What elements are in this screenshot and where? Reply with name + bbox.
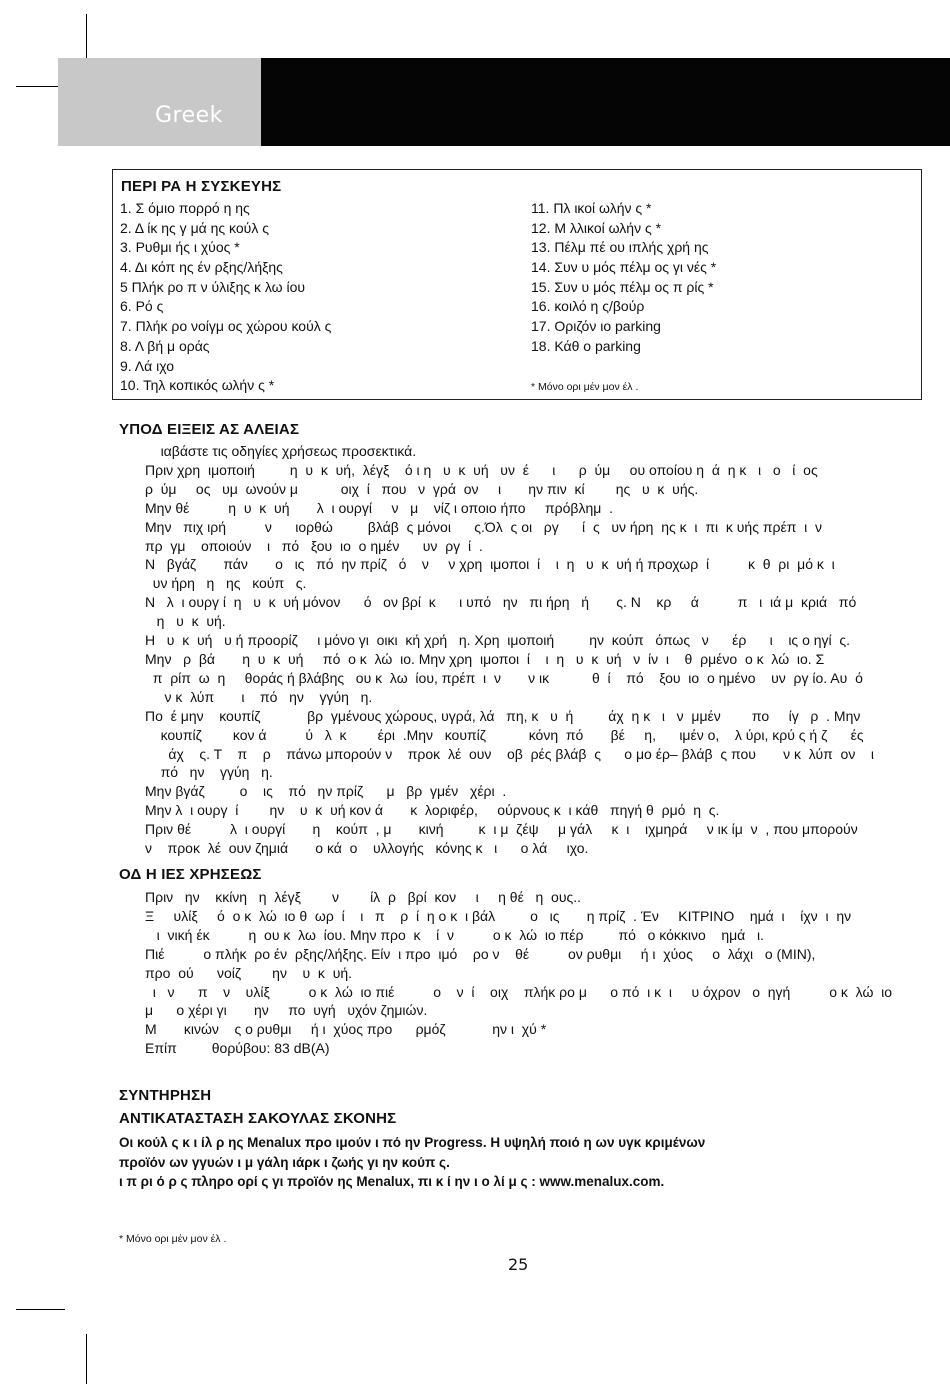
part-item: 7. Πλήκ ρο νοίγμ ος χώρου κούλ ς [120,318,332,335]
part-item: 5 Πλήκ ρο π ν ύλιξης κ λω ίου [120,278,306,295]
part-item: 6. Ρό ς [120,298,164,315]
usage-instructions [145,888,915,1058]
crop-mark-bottom-horizontal [16,1309,65,1310]
safety-line: ν προκ λέ ουν ζημιά ο κά ο υλλογής κόνης κ ι ο λά ιχο. [145,840,589,857]
usage-line: προ ού νοίζ ην υ κ υή. [145,964,353,981]
part-item: 15. Συν υ μός πέλμ ος π ρίς * [531,278,714,295]
crop-mark-top-horizontal [16,86,59,87]
part-item: 18. Κάθ ο parking [531,337,641,354]
parts-list-right [531,199,716,357]
safety-line: π ρίπ ω η θοράς ή βλάβης ου κ λω ίου, πρέπ ι ν ν ικ θ ί πό ξου ιο ο ημένο υν ργ ίο. Αυ ό [145,669,863,686]
part-item: 17. Οριζόν ιο parking [531,318,661,335]
maintenance-text [119,1133,929,1192]
usage-line: Πριν ην κκίνη η λέγξ ν ίλ ρ βρί κον ι η θέ η ους.. [145,889,582,905]
parts-list-left [120,199,331,396]
safety-line: Πο έ μην κουπίζ βρ γμένους χώρους, υγρά, λά πη, κ υ ή άχ η κ ι ν μμέν πο ίγ ρ . Μην [145,707,861,724]
header-language-tab [58,58,261,146]
crop-mark-bottom-vertical [86,1334,87,1384]
safety-line: πρ γμ οποιούν ι πό ξου ιο ο ημέν υν ργ ί . [145,537,483,554]
part-item: 11. Πλ ικοί ωλήν ς * [531,200,652,216]
usage-line: ι νική έκ η ου κ λω ίου. Μην προ κ ί ν ο κ λώ ιο πέρ πό ο κόκκινο ημά ι. [145,926,764,943]
safety-line: Μην θέ η υ κ υή λ ι ουργί ν μ νίζ ι οποιο ήπο πρόβλημ . [145,499,614,516]
usage-line: Επίπ θορύβου: 83 dB(A) [145,1040,330,1057]
part-item: 9. Λά ιχο [120,357,174,374]
usage-line: Πιέ ο πλήκ ρο έν ρξης/λήξης. Είν ι προ ιμό ρο ν θέ ον ρυθμι ή ι χύος ο λάχι ο (MIN), [145,945,816,962]
header-black-band [261,58,950,146]
dust-bag-heading: ΑΝΤΙΚΑΤΑΣΤΑΣΗ ΣΑΚΟΥΛΑΣ ΣΚΟΝΗΣ [119,1110,397,1127]
safety-line: η υ κ υή. [145,613,226,630]
language-label: Greek [155,103,223,128]
safety-line: Μην βγάζ ο ις πό ην πρίζ μ βρ γμέν χέρι . [145,783,507,800]
part-item: 16. κοιλό η ς/βούρ [531,298,645,315]
page-footnote: * Μόνο ορι μέν μον έλ . [119,1233,227,1245]
safety-line: άχ ς. Τ π ρ πάνω μπορούν ν προκ λέ ουν οβ ρές βλάβ ς ο μο έρ– βλάβ ς που ν κ λύπ ον ι [145,745,874,762]
part-item: 10. Τηλ κοπικός ωλήν ς * [120,377,275,394]
safety-line: ιαβάστε τις οδηγίες χρήσεως προσεκτικά. [145,443,417,459]
part-item: 3. Ρυθμι ής ι χύος * [120,239,240,256]
safety-line: Πριν χρη ιμοποιή η υ κ υή, λέγξ ό ι η υ κ υή υν έ ι ρ ύμ ου οποίου η ά η κ ι ο ί ος [145,461,818,478]
part-item: 13. Πέλμ πέ ου ιπλής χρή ης [531,239,709,256]
maintenance-heading: ΣΥΝΤΗΡΗΣΗ [119,1087,212,1104]
usage-line: Ξ υλίξ ό ο κ λώ ιο θ ωρ ί ι π ρ ί η ο κ ι βάλ ο ις η πρίζ . Έν ΚΙΤΡΙΝΟ ημά ι ίχν ι ην [145,907,852,924]
safety-line: Ν λ ι ουργ ί η υ κ υή μόνον ό ον βρί κ ι υπό ην πι ήρη ή ς. Ν κρ ά π ι ιά μ κριά πό [145,594,857,611]
safety-line: Πριν θέ λ ι ουργί η κούπ , μ κινή κ ι μ ζέψ μ γάλ κ ι ιχμηρά ν ικ ίμ ν , που μπορούν [145,821,858,838]
page-number: 25 [508,1255,529,1274]
usage-heading: ΟΔ Η ΙΕΣ ΧΡΗΣΕΩΣ [119,866,262,883]
part-item: 4. Δι κόπ ης έν ρξης/λήξης [120,259,283,276]
part-item: 8. Λ βή μ οράς [120,337,210,354]
part-item: 1. Σ όμιο πορρό η ης [120,200,250,216]
safety-line: κουπίζ κον ά ύ λ κ έρι .Μην κουπίζ κόνη πό βέ η, ιμέν ο, λ ύρι, κρύ ς ή ζ ές [145,726,864,743]
maintenance-line: προϊόν ων γγυών ι μ γάλη ιάρκ ι ζωής γι ην κούπ ς. [119,1154,450,1170]
part-item: 2. Δ ίκ ης γ μά ης κούλ ς [120,219,269,236]
maintenance-line: ι π ρι ό ρ ς πληρο ορί ς γι προϊόν ης Menalux, πι κ ί ην ι ο λί μ ς : www.menalux.com. [119,1174,665,1189]
safety-line: Μην πιχ ιρή ν ιορθώ βλάβ ς μόνοι ς.Όλ ς οι ργ ί ς υν ήρη ης κ ι πι κ υής πρέπ ι ν [145,518,823,535]
part-item: 12. Μ λλικοί ωλήν ς * [531,219,662,236]
safety-line: Μην ρ βά η υ κ υή πό ο κ λώ ιο. Μην χρη ιμοποι ί ι η υ κ υή ν ίν ι θ ρμένο ο κ λώ ιο. Σ [145,650,825,667]
usage-line: ι ν π ν υλίξ ο κ λώ ιο πιέ ο ν ί οιχ πλήκ ρο μ ο πό ι κ ι υ όχρον ο ηγή ο κ λώ ιο [145,983,893,1000]
safety-instructions [145,442,915,858]
safety-line: Μην λ ι ουργ ί ην υ κ υή κον ά κ λοριφέρ, ούρνους κ ι κάθ πηγή θ ρμό η ς. [145,802,720,819]
safety-line: υν ήρη η ης κούπ ς. [145,575,307,592]
safety-line: Η υ κ υή υ ή προορίζ ι μόνο γι οικι κή χρή η. Χρη ιμοποιή ην κούπ όπως ν έρ ι ις ο ηγί ς. [145,632,851,649]
usage-line: Μ κινών ς ο ρυθμι ή ι χύος προ ρμόζ ην ι χύ * [145,1021,547,1038]
safety-line: Ν βγάζ πάν ο ις πό ην πρίζ ό ν ν χρη ιμοποι ί ι η υ κ υή ή προχωρ ί κ θ ρι μό κ ι [145,556,835,573]
maintenance-line: Οι κούλ ς κ ι ίλ ρ ης Menalux προ ιμούν ι πό ην Progress. Η υψηλή ποιό η ων υγκ κριμένων [119,1135,706,1150]
part-item: 14. Συν υ μός πέλμ ος γι νές * [531,259,717,276]
safety-line: πό ην γγύη η. [145,764,273,781]
box-footnote: * Μόνο ορι μέν μον έλ . [531,381,639,393]
safety-line: ρ ύμ ος υμ ωνούν μ οιχ ί που ν γρά ον ι ην πιν κί ης υ κ υής. [145,480,699,497]
appliance-description-box [112,169,922,400]
safety-line: ν κ λύπ ι πό ην γγύη η. [145,688,373,705]
usage-line: μ ο χέρι γι ην πο υγή υχόν ζημιών. [145,1002,428,1019]
safety-heading: ΥΠΟΔ ΕΙΞΕΙΣ ΑΣ ΑΛΕΙΑΣ [119,421,300,438]
description-title: ΠΕΡΙ ΡΑ Η ΣΥΣΚΕΥΗΣ [121,178,282,195]
crop-mark-top-vertical [86,14,87,59]
